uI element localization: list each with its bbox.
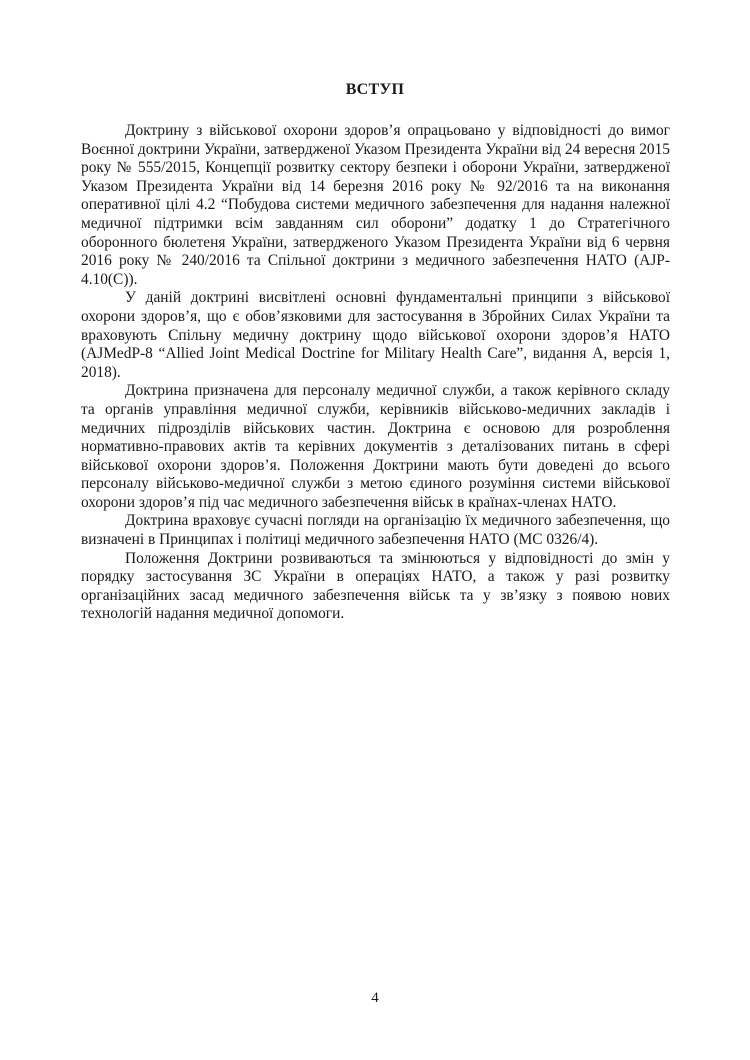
paragraph-2: У даній доктрині висвітлені основні фундаментальні принципи з військової охорони здоров’я, що є обов’язковими для застосування в Збройних Силах України та враховують Спільну медичну доктрину щодо військової охорони здоров’я НАТО (AJMedP-8 “Allied Joint Medical Doctrine for Military Health Care”, видання А, версія 1, 2018). bbox=[81, 289, 670, 381]
paragraph-1: Доктрину з військової охорони здоров’я опрацьовано у відповідності до вимог Воєнної доктрини України, затвердженої Указом Президента України від 24 вересня 2015 року № 555/2015, Концепції розвитку сектору безпеки і оборони України, затвердженої Указом Президента України від 14 березня 2016 року № 92/2016 та на виконання оперативної цілі 4.2 “Побудова системи медичного забезпечення для надання належної медичної підтримки всім завданням сил оборони” додатку 1 до Стратегічного оборонного бюлетеня України, затвердженого Указом Президента України від 6 червня 2016 року № 240/2016 та Спільної доктрини з медичного забезпечення НАТО (AJP-4.10(С)). bbox=[81, 122, 670, 288]
paragraph-3: Доктрина призначена для персоналу медичної служби, а також керівного складу та органів управління медичної служби, керівників військово-медичних закладів і медичних підрозділів військових частин. Доктрина є основою для розроблення нормативно-правових актів та керівних документів з деталізованих питань в сфері військової охорони здоров’я. Положення Доктрини мають бути доведені до всього персоналу військово-медичної служби з метою єдиного розуміння системи військової охорони здоров’я під час медичного забезпечення військ в країнах-членах НАТО. bbox=[81, 382, 670, 511]
paragraph-4: Доктрина враховує сучасні погляди на організацію їх медичного забезпечення, що визначені в Принципах і політиці медичного забезпечення НАТО (MC 0326/4). bbox=[81, 512, 670, 549]
section-title: ВСТУП bbox=[345, 81, 405, 98]
body-text bbox=[81, 122, 670, 624]
page-number: 4 bbox=[371, 990, 379, 1006]
paragraph-5: Положення Доктрини розвиваються та змінюються у відповідності до змін у порядку застосування ЗС України в операціях НАТО, а також у разі розвитку організаційних засад медичного забезпечення військ та у зв’язку з появою нових технологій надання медичної допомоги. bbox=[81, 549, 670, 623]
